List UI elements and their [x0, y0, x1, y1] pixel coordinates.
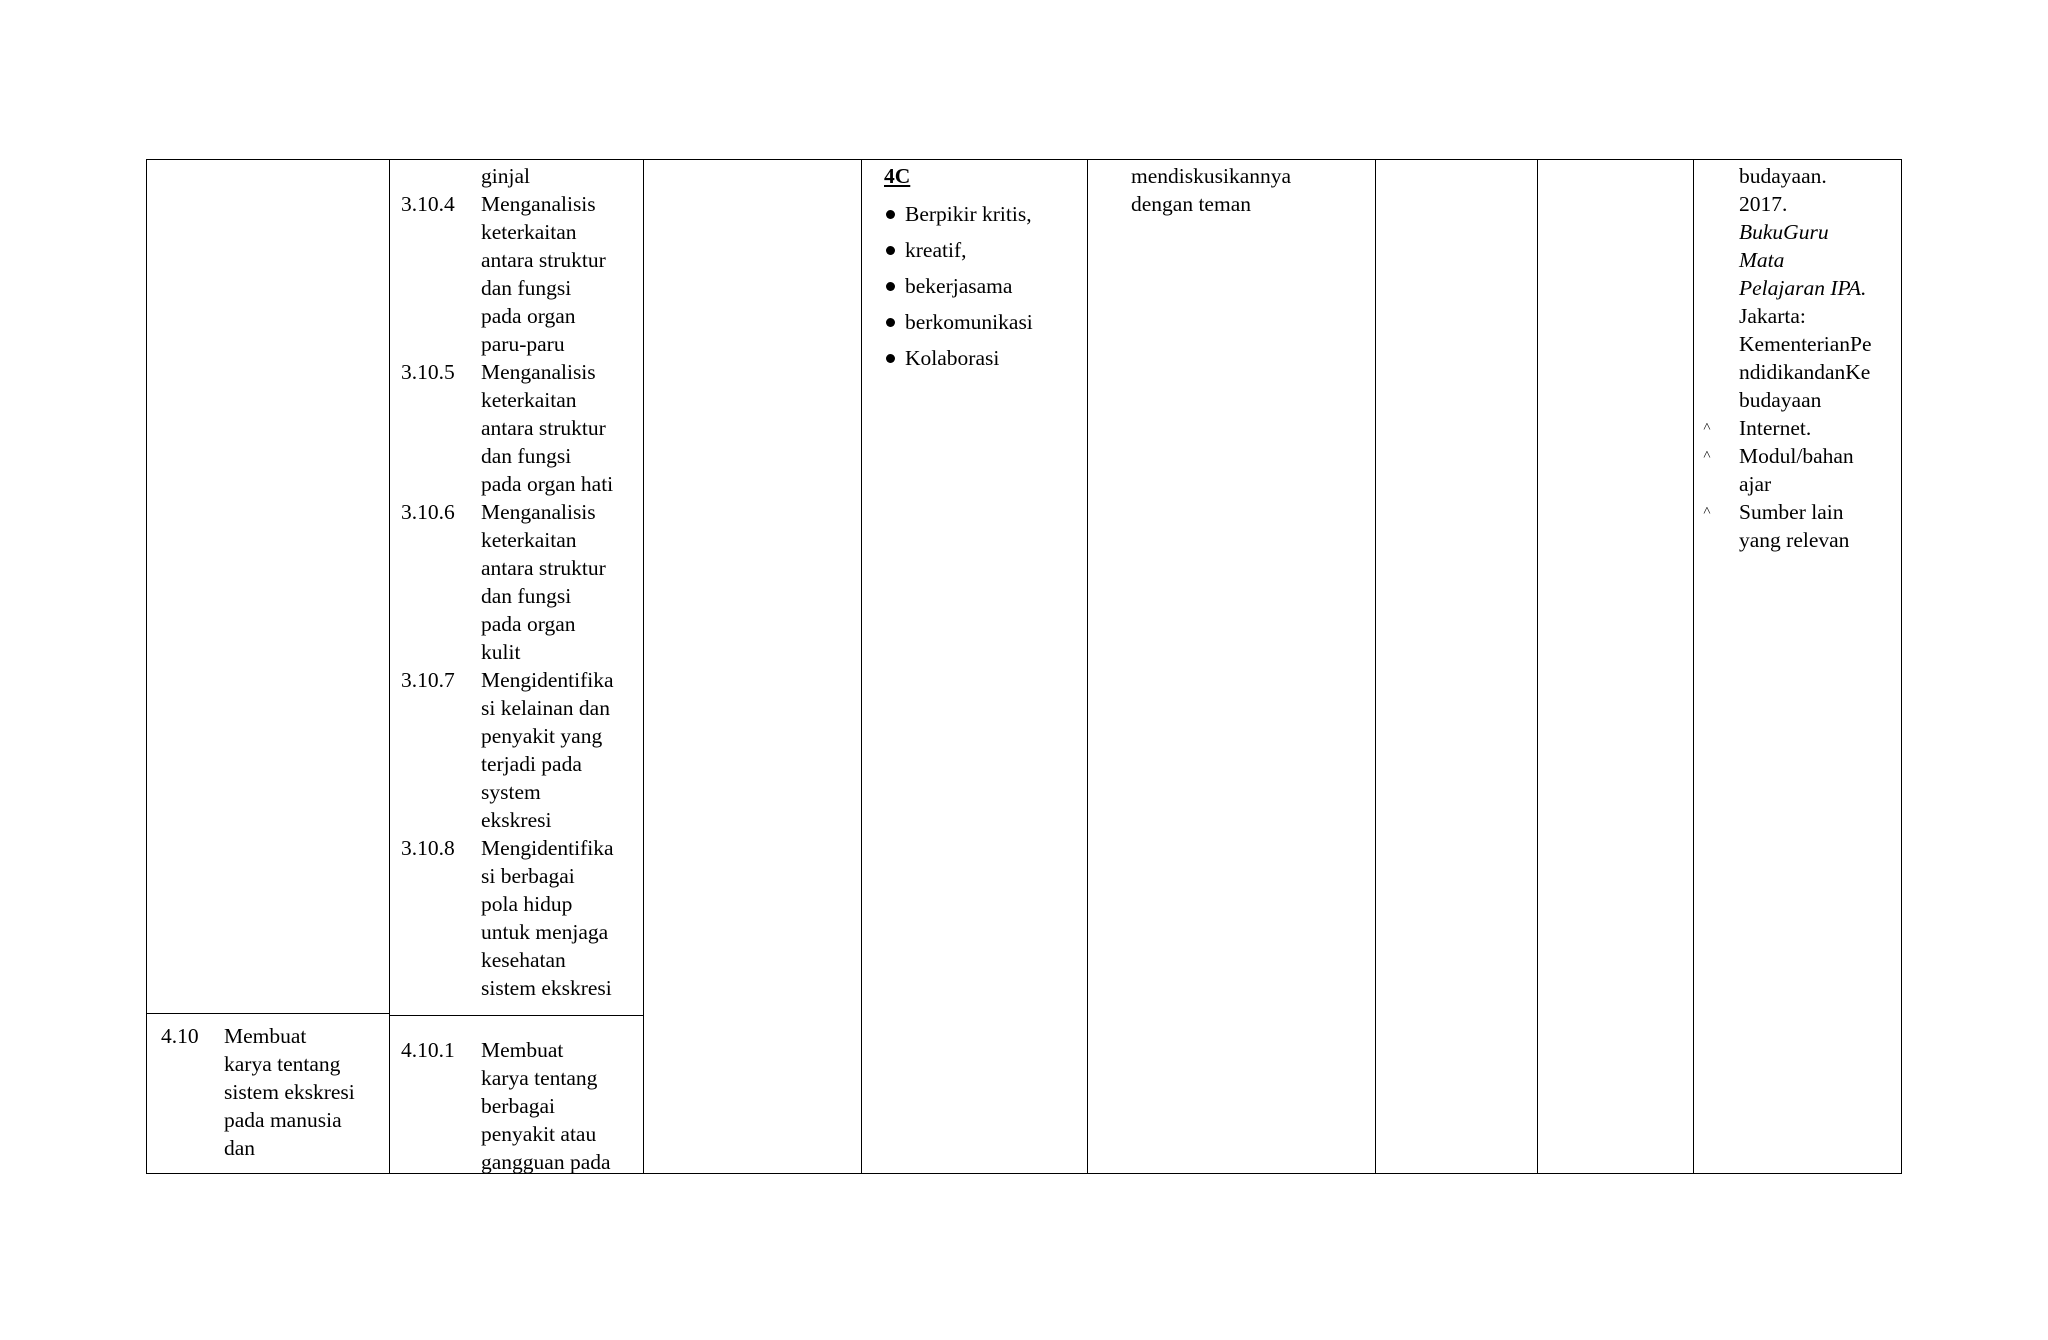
indicator-text: Mengidentifika — [481, 668, 614, 692]
indicator-text: keterkaitan — [481, 388, 577, 412]
competency-text: dan — [224, 1136, 256, 1160]
list-item: bekerjasama — [884, 268, 1060, 304]
list-item: ˄ Modul/bahan ajar — [1703, 444, 1854, 496]
indicator-item — [401, 358, 641, 498]
source-text: budayaan — [1739, 388, 1822, 412]
indicator-text: kesehatan — [481, 948, 566, 972]
indicator-text: sistem ekskresi — [481, 976, 612, 1000]
competency-text: sistem ekskresi — [224, 1080, 355, 1104]
source-title: Pelajaran IPA. — [1739, 276, 1867, 300]
column-divider — [861, 159, 862, 1174]
list-item: Kolaborasi — [884, 340, 1060, 376]
indicator-text: penyakit atau — [481, 1122, 597, 1146]
indicator-text: berbagai — [481, 1094, 556, 1118]
source-text: 2017. — [1739, 192, 1788, 216]
indicator-text: paru-paru — [481, 332, 565, 356]
list-item: Berpikir kritis, — [884, 196, 1060, 232]
row-divider — [146, 1013, 389, 1014]
source-title: BukuGuru — [1739, 220, 1829, 244]
competency-text: pada manusia — [224, 1108, 342, 1132]
list-item: kreatif, — [884, 232, 1060, 268]
list-item: berkomunikasi — [884, 304, 1060, 340]
source-text: KementerianPe — [1739, 332, 1872, 356]
indicator-number — [401, 162, 481, 190]
column-divider — [1087, 159, 1088, 1174]
bullet-icon — [886, 354, 895, 363]
indicator-text: pola hidup — [481, 892, 573, 916]
indicator-number: 4.10.1 — [401, 1038, 455, 1062]
competency-text: karya tentang — [224, 1052, 341, 1076]
source-text: budayaan. — [1739, 164, 1827, 188]
column-divider — [1693, 159, 1694, 1174]
list-item: ˄ Sumber lain yang relevan — [1703, 500, 1850, 552]
indicator-number: 3.10.7 — [401, 668, 455, 692]
indicator-text: ekskresi — [481, 808, 552, 832]
indicator-number: 3.10.5 — [401, 360, 455, 384]
indicator-text: dan fungsi — [481, 444, 572, 468]
indicator-text: kulit — [481, 640, 521, 664]
indicator-item — [401, 498, 641, 666]
indicator-text: keterkaitan — [481, 528, 577, 552]
indicator-text: antara struktur — [481, 416, 606, 440]
4c-cell — [884, 162, 1060, 376]
indicator-number: 3.10.6 — [401, 500, 455, 524]
indicator-text: antara struktur — [481, 248, 606, 272]
indicator-text: si kelainan dan — [481, 696, 610, 720]
indicator-text: gangguan pada — [481, 1150, 611, 1174]
competency-number: 4.10 — [161, 1024, 199, 1048]
indicator-text: Membuat — [481, 1038, 564, 1062]
indicator-text: terjadi pada — [481, 752, 582, 776]
indicator-text: si berbagai — [481, 864, 575, 888]
indicator-text: system — [481, 780, 541, 804]
indicator-text: dan fungsi — [481, 276, 572, 300]
column-divider — [389, 159, 390, 1174]
indicator-text: pada organ — [481, 612, 576, 636]
indicator-text: Menganalisis — [481, 192, 596, 216]
indicator-item — [401, 1036, 641, 1176]
indicator-text: pada organ — [481, 304, 576, 328]
activity-text: mendiskusikannya dengan teman — [1131, 164, 1292, 216]
indicator-number: 3.10.8 — [401, 836, 455, 860]
column-divider — [1375, 159, 1376, 1174]
indicator-text: antara struktur — [481, 556, 606, 580]
indicator-item — [401, 834, 641, 1002]
row-divider — [389, 1015, 643, 1016]
indicator-text: pada organ hati — [481, 472, 614, 496]
sources-cell — [1703, 162, 1899, 554]
4c-heading: 4C — [884, 164, 911, 188]
indicator-item — [401, 162, 641, 190]
indicator-text: Mengidentifika — [481, 836, 614, 860]
indicator-text: Menganalisis — [481, 500, 596, 524]
indicator-text: keterkaitan — [481, 220, 577, 244]
4c-list — [884, 196, 1060, 376]
indicator-text: dan fungsi — [481, 584, 572, 608]
bullet-icon — [886, 210, 895, 219]
competency-item — [161, 1022, 387, 1162]
bullet-icon — [886, 282, 895, 291]
list-item: ˄ Internet. — [1703, 416, 1812, 440]
indicator-text: penyakit yang — [481, 724, 603, 748]
competency-text: Membuat — [224, 1024, 307, 1048]
indicator-item — [401, 190, 641, 358]
source-text: Jakarta: — [1739, 304, 1806, 328]
source-title: Mata — [1739, 248, 1785, 272]
bullet-icon — [886, 318, 895, 327]
indicator-text: karya tentang — [481, 1066, 598, 1090]
indicator-text: untuk menjaga — [481, 920, 609, 944]
column-divider — [643, 159, 644, 1174]
column-divider — [1537, 159, 1538, 1174]
indicator-item — [401, 666, 641, 834]
bullet-icon — [886, 246, 895, 255]
indicator-text: ginjal — [481, 164, 530, 188]
arrow-bullet-icon: ˄ — [1703, 448, 1711, 463]
indicator-list — [401, 162, 641, 1002]
indicator-text: Menganalisis — [481, 360, 596, 384]
source-text: ndidikandanKe — [1739, 360, 1871, 384]
arrow-bullet-icon: ˄ — [1703, 420, 1711, 435]
indicator-number: 3.10.4 — [401, 192, 455, 216]
arrow-bullet-icon: ˄ — [1703, 504, 1711, 519]
